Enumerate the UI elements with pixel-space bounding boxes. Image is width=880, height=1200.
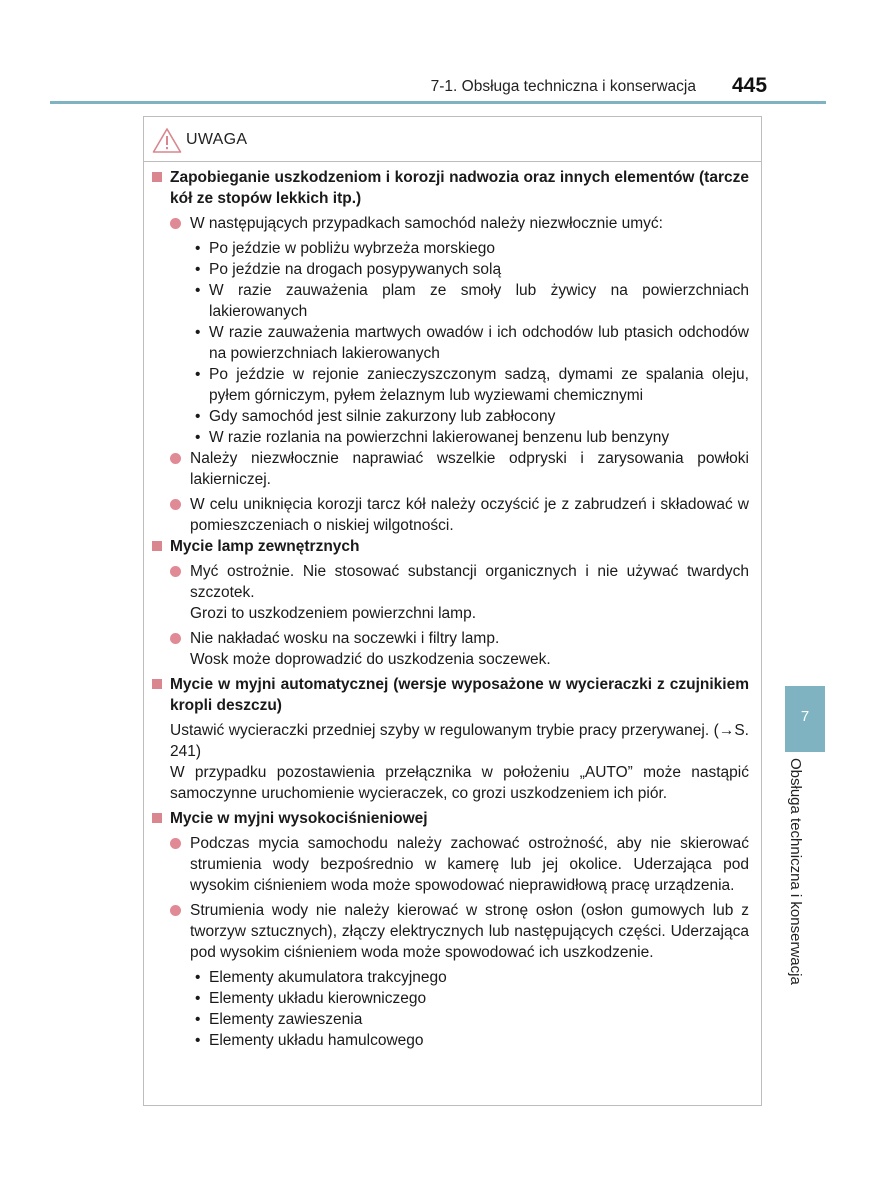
warning-title: UWAGA: [186, 131, 248, 148]
chapter-number: 7: [800, 708, 810, 725]
list-item: • Elementy zawieszenia: [195, 1011, 363, 1028]
paragraph: W przypadku pozostawienia przełącznika w położeniu „AUTO” może nastąpić samoczynne uruchomienie wycieraczek, co grozi uszkodzeniem ich piór.: [170, 764, 749, 802]
warning-box: [143, 116, 762, 1106]
paragraph: Ustawić wycieraczki przedniej szyby w regulowanym trybie pracy przerywanej. (→S. 241): [170, 722, 749, 760]
paragraph: W następujących przypadkach samochód należy niezwłocznie umyć:: [152, 213, 749, 234]
circle-bullet-icon: [170, 218, 181, 229]
warning-header: [152, 123, 247, 157]
paragraph: Należy niezwłocznie naprawiać wszelkie odpryski i zarysowania powłoki lakierniczej.: [152, 448, 749, 490]
warning-divider: [144, 161, 761, 162]
section-heading-corrosion: Zapobieganie uszkodzeniom i korozji nadwozia oraz innych elementów (tarcze kół ze stopów lekkich itp.): [152, 167, 749, 209]
circle-bullet-icon: [170, 838, 181, 849]
circle-bullet-icon: [170, 633, 181, 644]
circle-bullet-icon: [170, 499, 181, 510]
chapter-tab[interactable]: [785, 686, 825, 752]
list-item: • Po jeździe w pobliżu wybrzeża morskiego: [195, 240, 496, 257]
page-header: [0, 68, 880, 104]
warning-content: [152, 167, 749, 1051]
list-item: • W razie zauważenia martwych owadów i ich odchodów lub ptasich odchodów na powierzchniach lakierowanych: [195, 324, 749, 362]
list-item: • Po jeździe na drogach posypywanych solą: [195, 261, 502, 278]
list-item: • W razie zauważenia plam ze smoły lub żywicy na powierzchniach lakierowanych: [195, 282, 749, 320]
section-heading-lamps: Mycie lamp zewnętrznych: [152, 536, 749, 557]
square-bullet-icon: [152, 813, 162, 823]
paragraph-continuation: Grozi to uszkodzeniem powierzchni lamp.: [190, 605, 477, 622]
paragraph: Nie nakładać wosku na soczewki i filtry lamp.: [152, 628, 749, 649]
paragraph: Myć ostrożnie. Nie stosować substancji organicznych i nie używać twardych szczotek.: [152, 561, 749, 603]
list-item: • Gdy samochód jest silnie zakurzony lub zabłocony: [195, 408, 556, 425]
paragraph-continuation: Wosk może doprowadzić do uszkodzenia soczewek.: [190, 651, 551, 668]
list-item: • W razie rozlania na powierzchni lakierowanej benzenu lub benzyny: [195, 429, 670, 446]
warning-triangle-icon: [152, 127, 182, 154]
section-title: 7-1. Obsługa techniczna i konserwacja: [430, 78, 696, 95]
section-heading-car-wash: Mycie w myjni automatycznej (wersje wyposażone w wycieraczki z czujnikiem kropli deszczu): [152, 674, 749, 716]
list-item: • Po jeździe w rejonie zanieczyszczonym sadzą, dymami ze spalania oleju, pyłem górniczym, pyłem żelaznym lub wyziewami chemicznymi: [195, 366, 749, 404]
paragraph: Podczas mycia samochodu należy zachować ostrożność, aby nie skierować strumienia wody bezpośrednio w kamerę lub jej okolice. Uderzająca pod wysokim ciśnieniem woda może spowodować nieprawidłową pracę urządzenia.: [152, 833, 749, 896]
square-bullet-icon: [152, 172, 162, 182]
chapter-side-label: Obsługa techniczna i konserwacja: [787, 758, 804, 985]
list-item: • Elementy układu hamulcowego: [195, 1032, 424, 1049]
circle-bullet-icon: [170, 453, 181, 464]
list-item: • Elementy układu kierowniczego: [195, 990, 427, 1007]
square-bullet-icon: [152, 541, 162, 551]
square-bullet-icon: [152, 679, 162, 689]
paragraph: W celu uniknięcia korozji tarcz kół należy oczyścić je z zabrudzeń i składować w pomieszczeniach o niskiej wilgotności.: [152, 494, 749, 536]
list-item: • Elementy akumulatora trakcyjnego: [195, 969, 447, 986]
circle-bullet-icon: [170, 566, 181, 577]
circle-bullet-icon: [170, 905, 181, 916]
section-heading-high-pressure: Mycie w myjni wysokociśnieniowej: [152, 808, 749, 829]
header-divider: [50, 101, 826, 104]
page-number: 445: [732, 74, 768, 97]
paragraph: Strumienia wody nie należy kierować w stronę osłon (osłon gumowych lub z tworzyw sztucznych), złączy elektrycznych lub następujących części. Uderzająca pod wysokim ciśnieniem woda może spowodować ich uszkodzenie.: [152, 900, 749, 963]
